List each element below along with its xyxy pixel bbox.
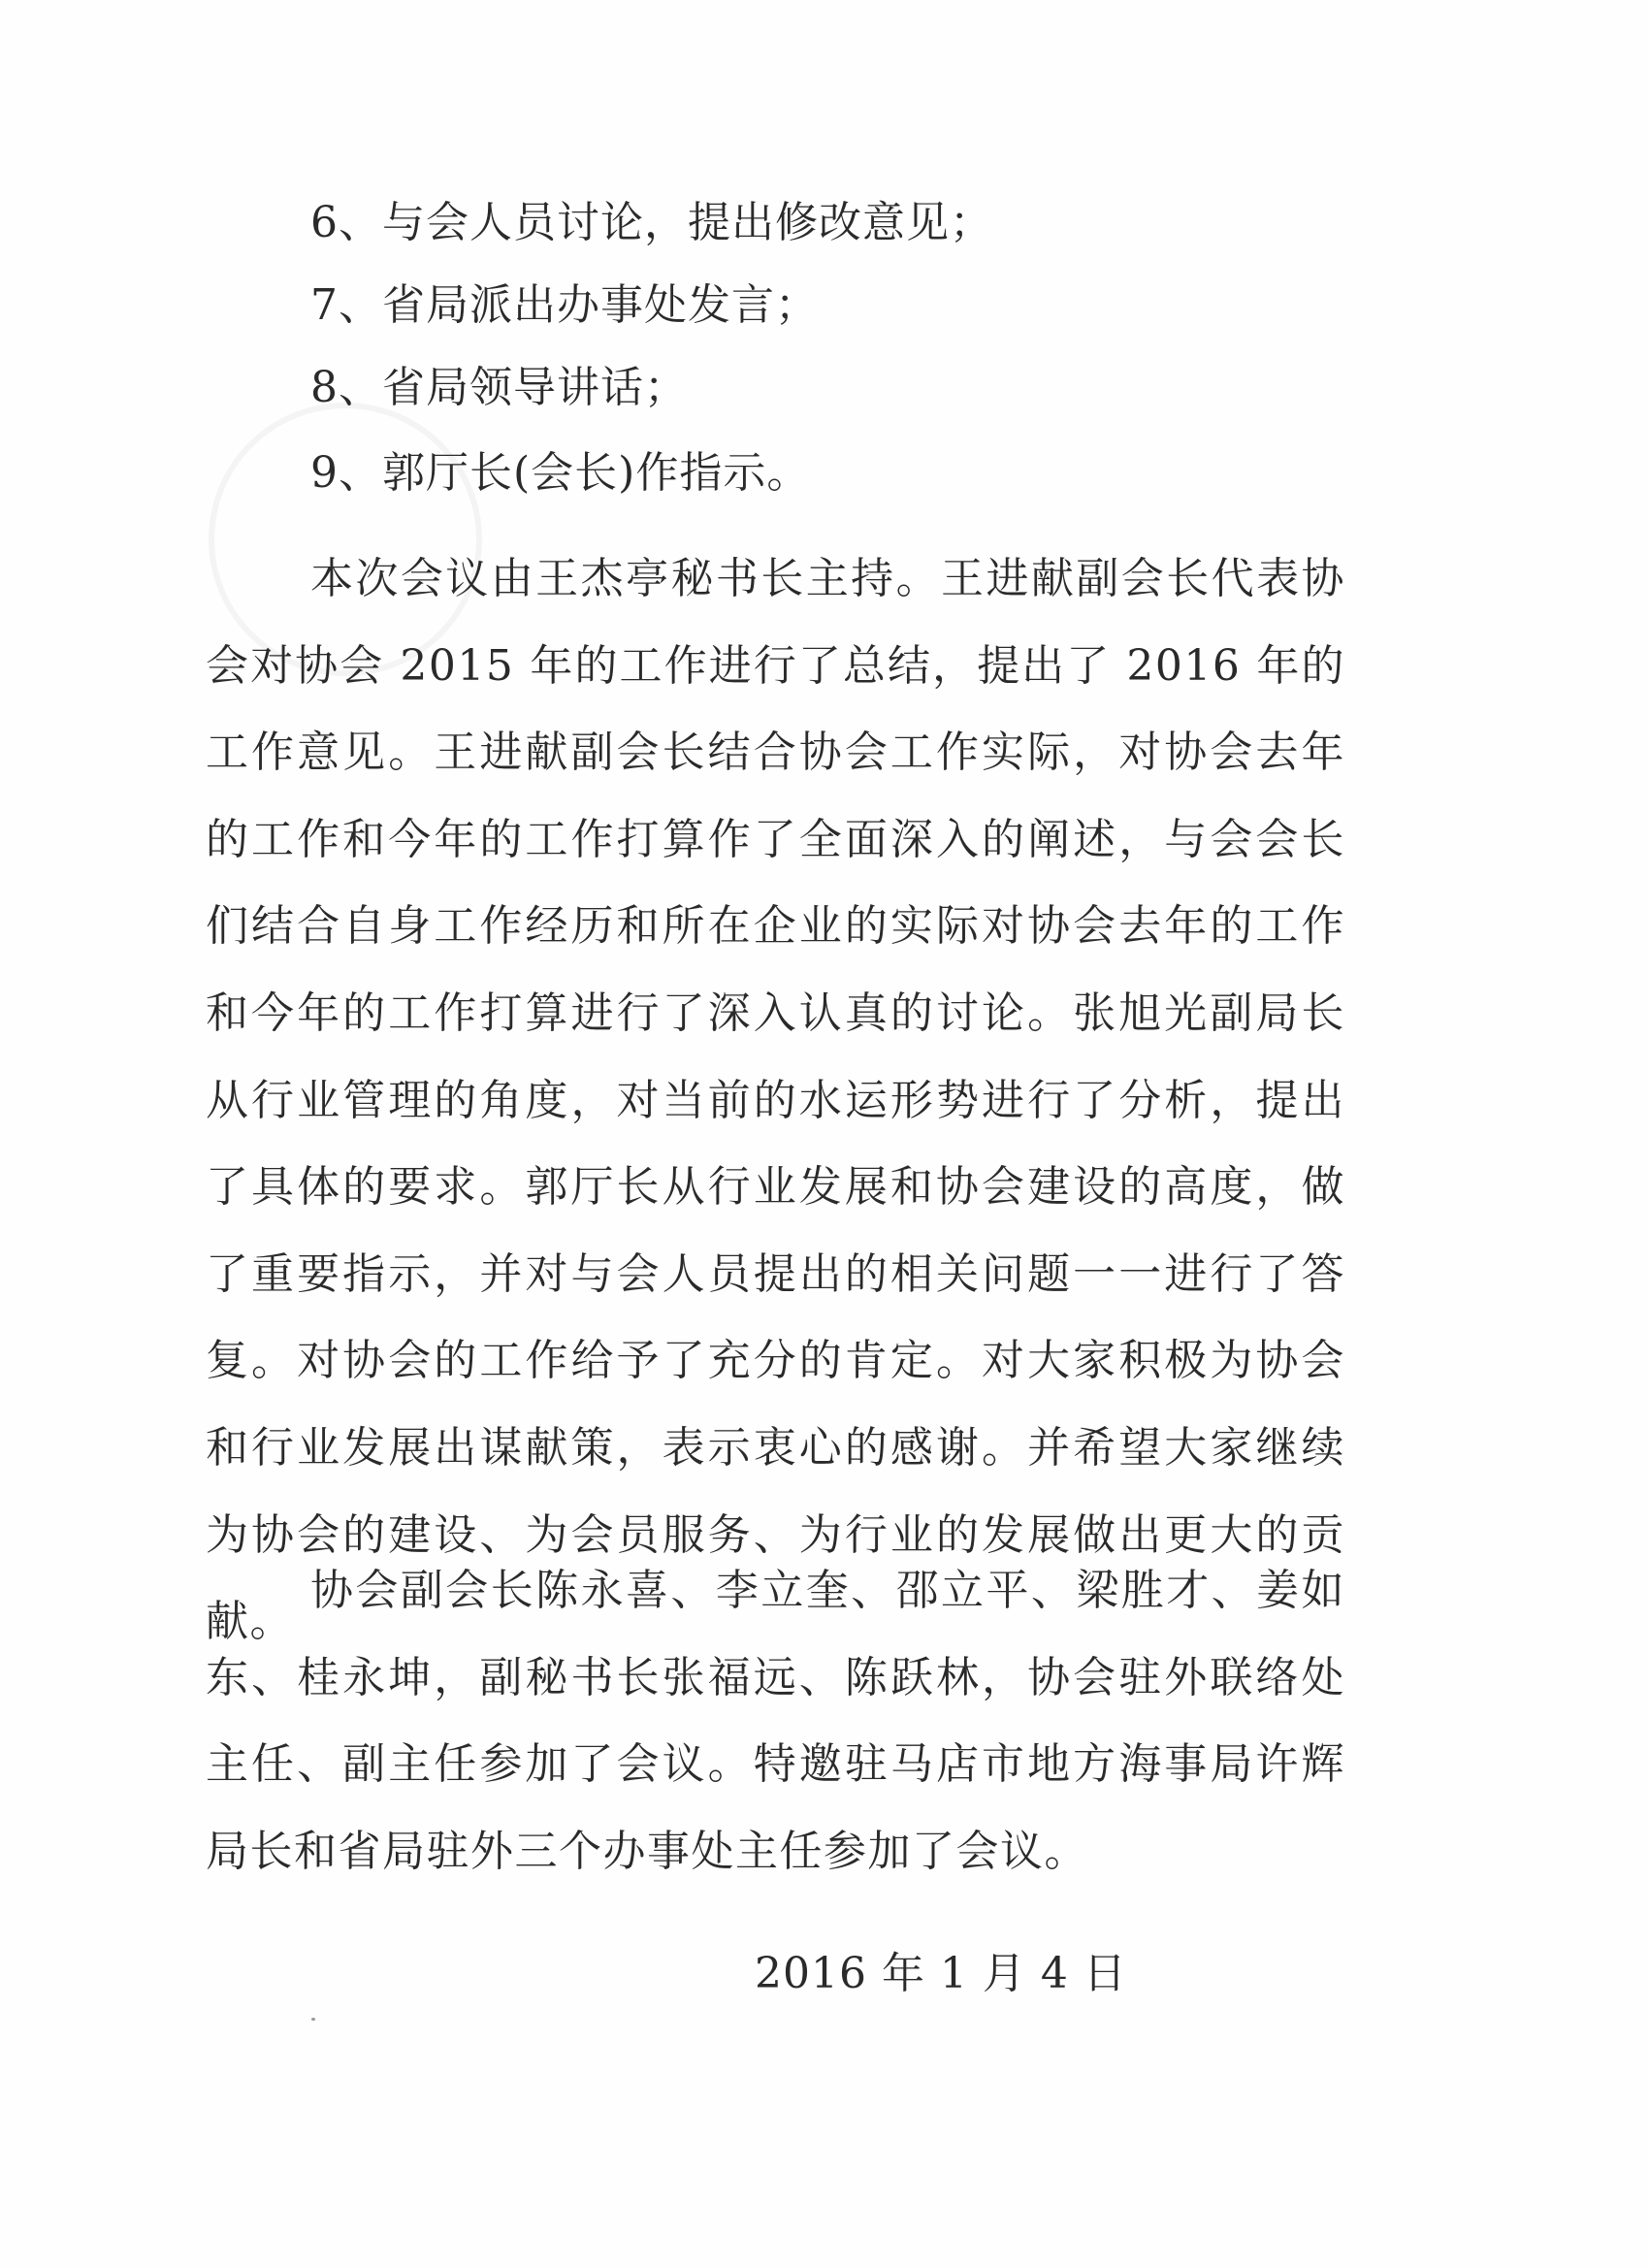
agenda-item-9: 9、郭厅长(会长)作指示。 [310,448,811,498]
agenda-item-8: 8、省局领导讲话； [310,363,688,412]
agenda-item-6: 6、与会人员讨论，提出修改意见； [310,198,993,247]
agenda-item-7: 7、省局派出办事处发言； [310,280,819,330]
attendees-paragraph: 协会副会长陈永喜、李立奎、邵立平、梁胜才、姜如东、桂永坤，副秘书长张福远、陈跃林，协会驻外联络处主任、副主任参加了会议。特邀驻马店市地方海事局许辉局长和省局驻外三个办事处主任参加了会议。 [206,1566,1345,1876]
document-date: 2016 年 1 月 4 日 [755,1949,1127,1998]
scan-speck [311,2018,315,2021]
meeting-summary-paragraph: 本次会议由王杰亭秘书长主持。王进献副会长代表协会对协会 2015 年的工作进行了总结，提出了 2016 年的工作意见。王进献副会长结合协会工作实际，对协会去年的工作和今年的工作打算作了全面深入的阐述，与会会长们结合自身工作经历和所在企业的实际对协会去年的工作和今年的工作打算进行了深入认真的讨论。张旭光副局长从行业管理的角度，对当前的水运形势进行了分析，提出了具体的要求。郭厅长从行业发展和协会建设的高度，做了重要指示，并对与会人员提出的相关问题一一进行了答复。对协会的工作给予了充分的肯定。对大家积极为协会和行业发展出谋献策，表示衷心的感谢。并希望大家继续为协会的建设、为会员服务、为行业的发展做出更大的贡献。 [206,554,1345,1647]
